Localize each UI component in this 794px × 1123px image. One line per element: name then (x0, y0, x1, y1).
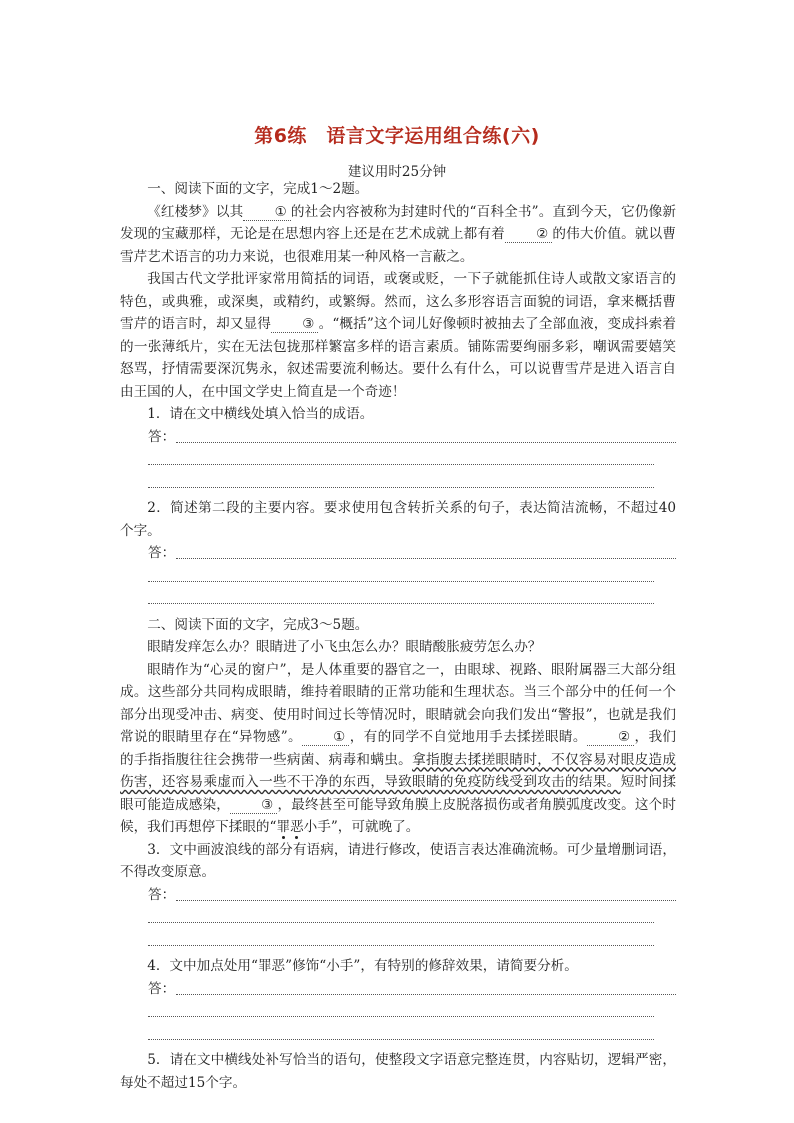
passage-text: ，我们的手指指腹往往会携带一些病菌、病毒和螨虫。 (120, 729, 677, 768)
blank-3: ③ (271, 316, 318, 333)
passage-text: 我国古代文学批评家常用简括的词语，或褒或贬，一下子就能抓住诗人或散文家语言的特色，或典雅，或深奥，或精约，或繁缛。然而，这么多形容语言面貌的词语，拿来概括曹雪芹的语言时，却又显得 (120, 271, 676, 332)
worksheet-content (120, 178, 676, 1094)
section2-heading: 二、阅读下面的文字，完成3～5题。 (147, 616, 369, 633)
passage-text: 眼睛作为“心灵的窗户”，是人体重要的器官之一，由眼球、视路、眼附属器三大部分组成。这些部分共同构成眼睛，维持着眼睛的正常功能和生理状态。当三个部分中的任何一个部分出现受冲击、病变、使用时间过长等情况时，眼睛就会向我们发出“警报”，也就是我们常说的眼睛里存在“异物感”。 (120, 661, 676, 745)
question-5: 5．请在文中横线处补写恰当的语句，使整段文字语意完整连贯，内容贴切，逻辑严密，每处不超过15个字。 (120, 1052, 676, 1091)
question-1: 1．请在文中横线处填入恰当的成语。 (147, 406, 374, 422)
answer-line[interactable] (120, 1000, 676, 1023)
passage-text: 的社会内容被称为封建时代的“百科全书”。直到今天，它仍像新发现的宝藏那样，无论是在思想内容上还是在艺术成就上都有着 (120, 203, 676, 242)
time-suggestion: 建议用时25分钟 (347, 164, 447, 180)
blank-4: ① (302, 729, 349, 746)
passage-text: 的伟大价值。就以曹雪芹艺术语言的功力来说，也很难用某一种风格一言蔽之。 (120, 226, 677, 265)
answer-label: 答： (148, 980, 176, 997)
question-2: 2．简述第二段的主要内容。要求使用包含转折关系的句子，表达简洁流畅，不超过40个字。 (120, 500, 676, 539)
question-4: 4．文中加点处用“罪恶”修饰“小手”，有特别的修辞效果，请简要分析。 (147, 958, 578, 974)
blank-5: ② (587, 729, 634, 746)
answer-label: 答： (148, 886, 176, 903)
passage-text: ，有的同学不自觉地用手去揉搓眼睛。 (349, 729, 587, 745)
blank-2: ② (505, 226, 552, 243)
answer-line[interactable] (120, 884, 676, 907)
answer-line[interactable] (120, 1023, 676, 1046)
answer-line[interactable] (120, 448, 676, 471)
emphasis-dot-char: 恶 (290, 819, 304, 835)
section2-passage (120, 659, 676, 839)
section1-passage-paragraph-1 (120, 201, 676, 269)
section1-heading: 一、阅读下面的文字，完成1～2题。 (147, 181, 369, 197)
section2-lead-questions: 眼睛发痒怎么办？眼睛进了小飞虫怎么办？眼睛酸胀疲劳怎么办？ (147, 639, 542, 655)
passage-text: 短时间揉眼可能造成感染， (120, 774, 677, 813)
answer-line[interactable] (120, 565, 676, 588)
question-3: 3．文中画波浪线的部分有语病，请进行修改，使语言表达准确流畅。可少量增删词语，不得改变原意。 (120, 841, 676, 880)
page-title: 第6练 语言文字运用组合练(六) (254, 125, 540, 147)
passage-text: 小手”，可就晚了。 (303, 819, 420, 835)
passage-text: ，最终甚至可能导致角膜上皮脱落损伤或者角膜弧度改变。这个时候，我们再想停下揉眼的“ (120, 796, 677, 835)
wavy-underlined-sentence: 拿指腹去揉搓眼睛时，不仅容易对眼皮造成伤害，还容易乘虚而入一些不干净的东西，导致眼睛的免疫防线受到攻击的结果。 (120, 751, 677, 790)
answer-line[interactable] (120, 978, 676, 1001)
emphasis-dot-char: 罪 (276, 819, 291, 835)
section1-passage-paragraph-2 (120, 268, 676, 403)
answer-line[interactable] (120, 542, 676, 565)
blank-1: ① (243, 204, 290, 221)
passage-text: 。“概括”这个词儿好像顿时被抽去了全部血液，变成抖索着的一张薄纸片，实在无法包拢那样繁富多样的语言素质。铺陈需要绚丽多彩，嘲讽需要嬉笑怒骂，抒情需要深沉隽永，叙述需要流利畅达。要什么有什么，可以说曹雪芹是进入语言自由王国的人，在中国文学史上简直是一个奇迹！ (120, 316, 676, 400)
answer-line[interactable] (120, 426, 676, 449)
answer-line[interactable] (120, 906, 676, 929)
answer-line[interactable] (120, 929, 676, 952)
answer-label: 答： (148, 545, 176, 561)
passage-text: 《红楼梦》以其 (147, 203, 244, 220)
answer-label: 答： (148, 428, 176, 445)
answer-line[interactable] (120, 471, 676, 494)
answer-line[interactable] (120, 587, 676, 610)
blank-6: ③ (230, 797, 277, 814)
